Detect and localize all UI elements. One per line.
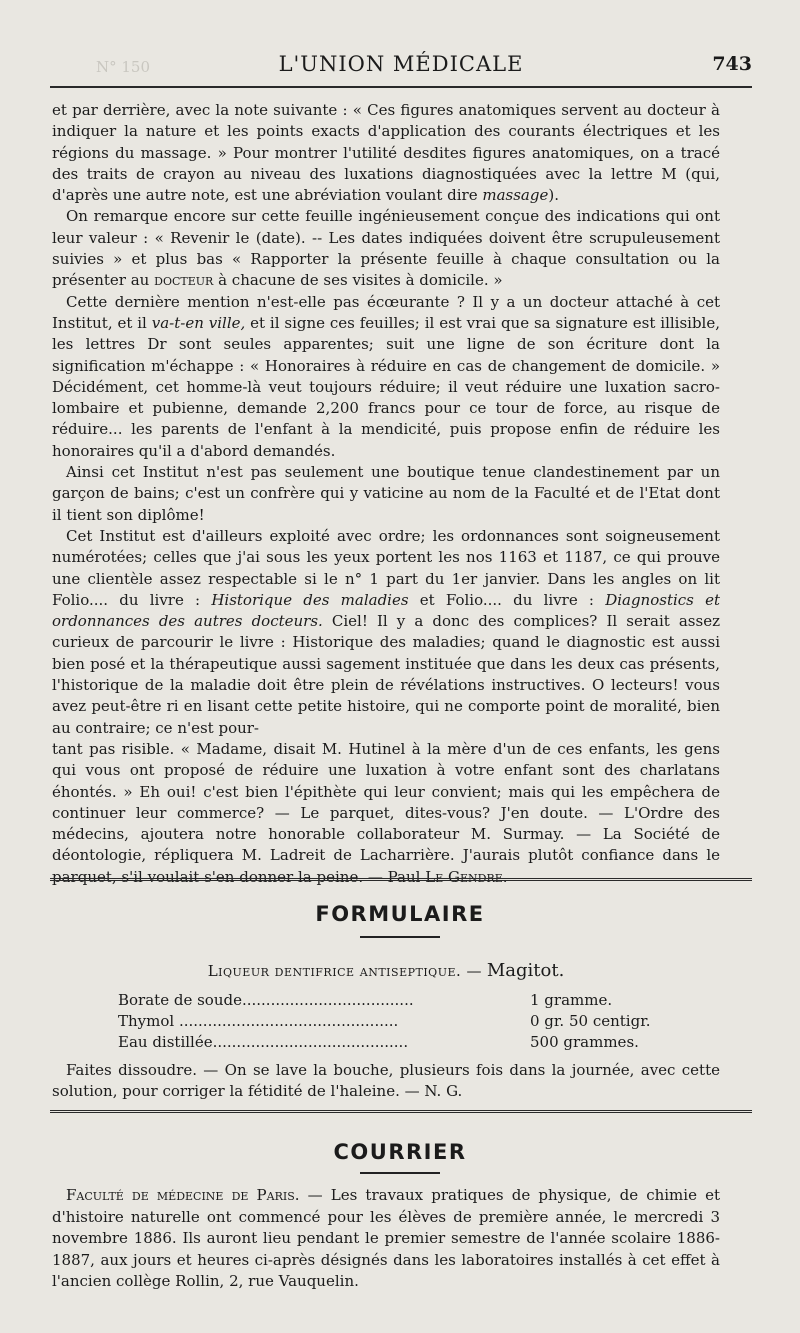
ingredient-row bbox=[118, 1011, 718, 1032]
article-body bbox=[52, 100, 720, 888]
paragraph: Cet Institut est d'ailleurs exploité avec ordre; les ordonnances sont soigneusement numérotées; celles que j'ai sous les yeux portent les nos 1163 et 1187, ce qui prouve une clientèle assez respectable si le n° 1 part du 1er janvier. Dans les angles on lit Folio.... du livre : Historique des maladies et Folio.... du livre : Diagnostics et ordonnances des autres docteurs. Ciel! Il y a donc des complices? Il serait assez curieux de parcourir le livre : Historique des maladies; quand le diagnostic est aussi bien posé et la thérapeutique aussi sagement instituée que dans les deux cas présents, l'historique de la maladie doit être plein de révélations instructives. O lecteurs! vous avez peut-être ri en lisant cette petite histoire, qui ne comporte point de moralité, bien au contraire; ce n'est pour- bbox=[52, 526, 720, 737]
paragraph: On remarque encore sur cette feuille ingénieusement conçue des indications qui ont leur valeur : « Revenir le (date). -- Les dates indiquées doivent être scrupuleusement suivies » et plus bas « Rapporter la présente feuille à chaque consultation ou la présenter au docteur à chacune de ses visites à domicile. » bbox=[52, 207, 720, 290]
paragraph: Ainsi cet Institut n'est pas seulement une boutique tenue clandestinement par un garçon de bains; c'est un confrère qui y vaticine au nom de la Faculté et de l'Etat dont il tient son diplôme! bbox=[52, 463, 720, 524]
ingredient-name: Eau distillée......................................... bbox=[118, 1033, 409, 1051]
running-header bbox=[50, 52, 752, 88]
title-underline bbox=[360, 1172, 440, 1174]
formula-heading bbox=[52, 960, 720, 981]
section-divider bbox=[50, 878, 752, 884]
ingredient-name: Thymol .............................................. bbox=[118, 1012, 399, 1030]
title-underline bbox=[360, 936, 440, 938]
formulaire-title: FORMULAIRE bbox=[315, 902, 485, 926]
ingredient-quantity: 0 gr. 50 centigr. bbox=[530, 1012, 651, 1030]
ingredient-list bbox=[118, 990, 718, 1053]
ingredient-quantity: 1 gramme. bbox=[530, 991, 613, 1009]
paragraph: tant pas risible. « Madame, disait M. Hutinel à la mère d'un de ces enfants, les gens qui vous ont proposé de réduire une luxation à votre enfant sont des charlatans éhontés. » Eh oui! c'est bien l'épithète qui leur convient; mais qui les empêchera de continuer leur commerce? — Le parquet, dites-vous? J'en doute. — L'Ordre des médecins, ajoutera notre honorable collaborateur M. Surmay. — La Société de déontologie, répliquera M. Ladreit de Lacharrière. J'aurais plutôt confiance dans le parquet, s'il voulait s'en donner la peine. — Paul Le Gendre. bbox=[52, 739, 720, 886]
instructions-paragraph: Faites dissoudre. — On se lave la bouche, plusieurs fois dans la journée, avec cette solution, pour corriger la fétidité de l'haleine. — N. G. bbox=[52, 1061, 720, 1100]
courrier-title: COURRIER bbox=[333, 1140, 467, 1164]
running-title: L'UNION MÉDICALE bbox=[278, 52, 524, 76]
ingredient-quantity: 500 grammes. bbox=[530, 1033, 639, 1051]
formula-name: Liqueur dentifrice antiseptique. — bbox=[207, 962, 483, 980]
paragraph: Cette dernière mention n'est-elle pas écœurante ? Il y a un docteur attaché à cet Institut, et il va-t-en ville, et il signe ces feuilles; il est vrai que sa signature est illisible, les lettres Dr sont seules apparentes; suit une ligne de son écriture dont la signification m'échappe : « Honoraires à réduire en cas de changement de domicile. » Décidément, cet homme-là veut toujours réduire; il veut réduire une luxation sacro-lombaire et pubienne, demande 2,200 francs pour ce tour de force, au risque de réduire... les parents de l'enfant à la mendicité, puis propose enfin de réduire les honoraires qu'il a d'abord demandés. bbox=[52, 292, 720, 460]
section-divider bbox=[50, 1110, 752, 1116]
news-lead: Faculté de médecine de Paris. bbox=[66, 1186, 300, 1204]
bleed-through-folio: N° 150 bbox=[96, 58, 151, 76]
page-number: 743 bbox=[712, 53, 752, 75]
ingredient-name: Borate de soude.................................... bbox=[118, 991, 414, 1009]
formula-author: Magitot. bbox=[486, 960, 565, 981]
ingredient-row bbox=[118, 990, 718, 1011]
news-paragraph: Faculté de médecine de Paris. — Les travaux pratiques de physique, de chimie et d'histoire naturelle ont commencé pour les élèves de première année, le mercredi 3 novembre 1886. Ils auront lieu pendant le premier semestre de l'année scolaire 1886-1887, aux jours et heures ci-après désignés dans les laboratoires installés à cet effet à l'ancien collège Rollin, 2, rue Vauquelin. bbox=[52, 1186, 720, 1290]
ingredient-row bbox=[118, 1032, 718, 1053]
formula-instructions bbox=[52, 1060, 720, 1102]
paragraph: et par derrière, avec la note suivante : « Ces figures anatomiques servent au docteur à indiquer la nature et les points exacts d'application des courants électriques et les régions du massage. » Pour montrer l'utilité desdites figures anatomiques, on a tracé des traits de crayon au niveau des luxations diagnostiquées avec la lettre M (qui, d'après une autre note, est une abréviation voulant dire massage). bbox=[52, 101, 720, 205]
courrier-body bbox=[52, 1185, 720, 1293]
